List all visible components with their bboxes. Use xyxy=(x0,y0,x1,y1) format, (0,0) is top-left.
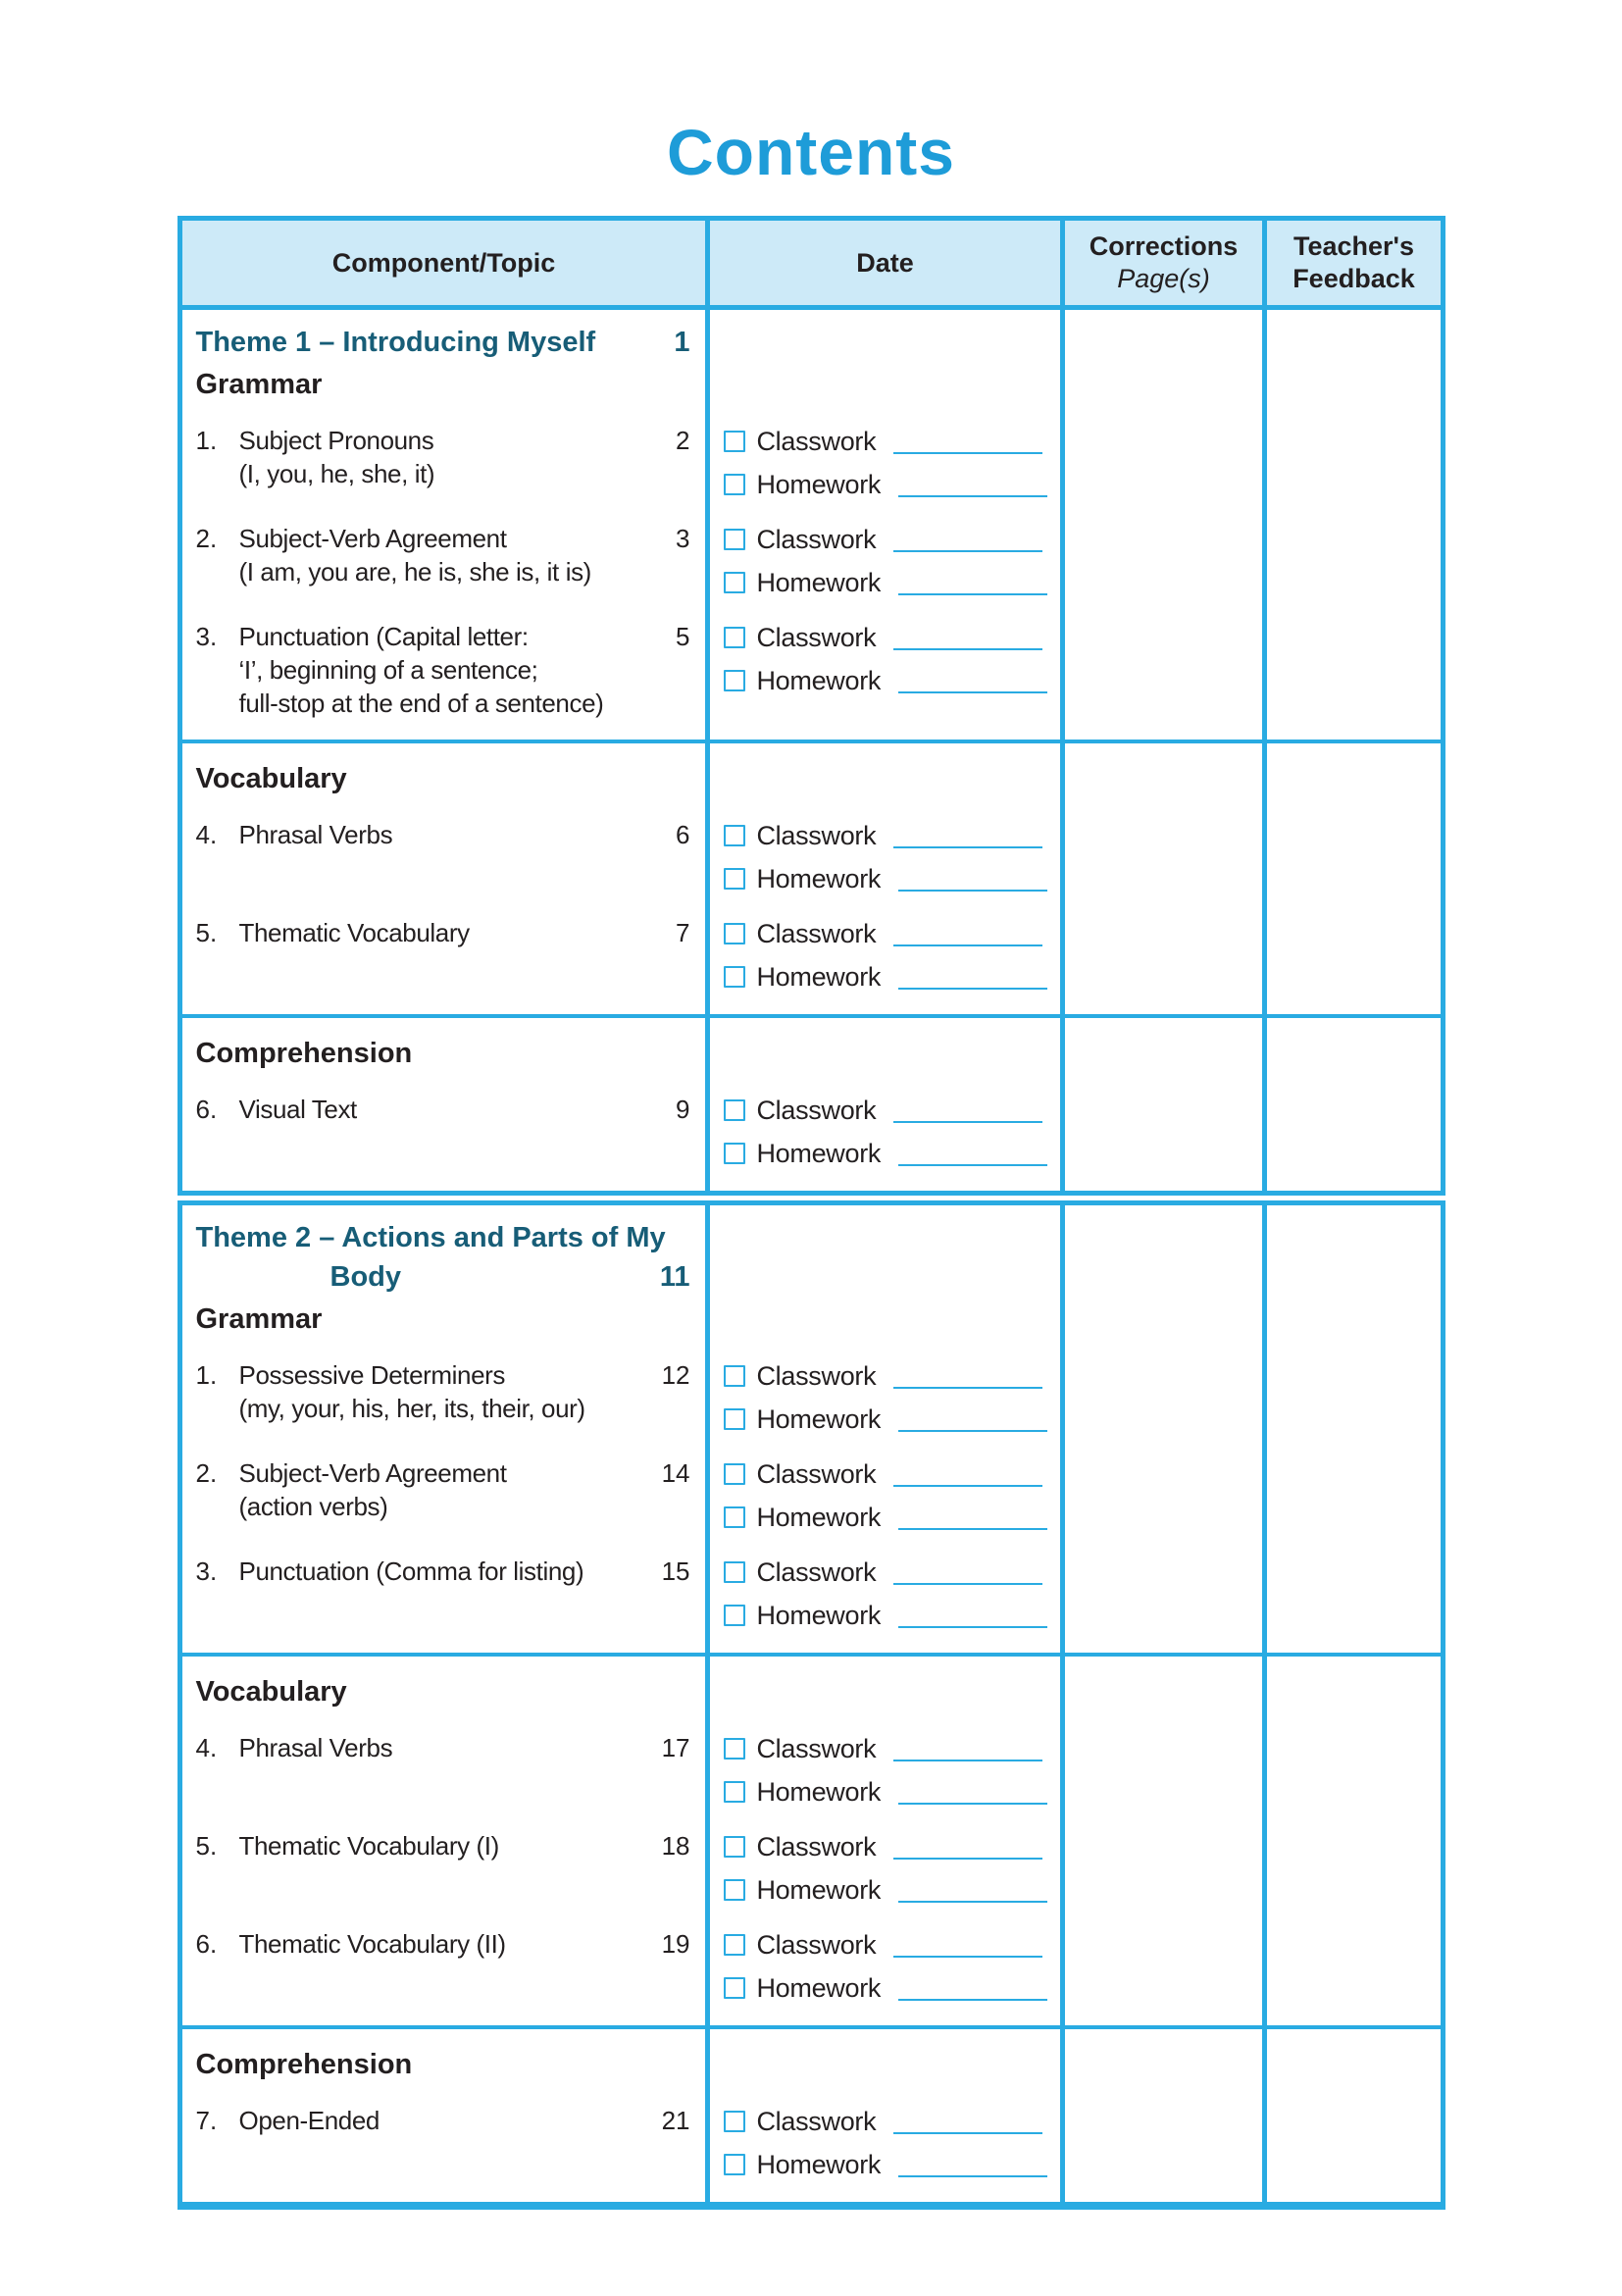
classwork-checkbox[interactable] xyxy=(724,825,745,846)
classwork-label: Classwork xyxy=(756,524,877,554)
homework-label: Homework xyxy=(756,469,882,499)
corrections-cell xyxy=(1060,1810,1263,1908)
item-row-topic xyxy=(182,896,706,1014)
item-title: Open-Ended xyxy=(238,2106,380,2135)
feedback-cell xyxy=(1262,1908,1440,2025)
theme-2-heading xyxy=(196,1218,690,1297)
classwork-label: Classwork xyxy=(756,2106,877,2136)
date-blank-line[interactable] xyxy=(893,944,1042,946)
date-blank-line[interactable] xyxy=(893,550,1042,552)
homework-label: Homework xyxy=(756,1600,882,1630)
classwork-label: Classwork xyxy=(756,1556,877,1587)
item-page-number: 9 xyxy=(676,1095,690,1124)
item-row-date xyxy=(705,404,1059,502)
item-row-topic xyxy=(182,1535,706,1653)
category-label-grammar: Grammar xyxy=(195,369,323,400)
theme-title-line1: Theme 2 – Actions and Parts of My xyxy=(195,1222,666,1253)
classwork-checkbox[interactable] xyxy=(724,1836,745,1858)
classwork-checkbox[interactable] xyxy=(724,1099,745,1121)
classwork-checkbox[interactable] xyxy=(724,923,745,944)
corrections-cell xyxy=(1060,1437,1263,1535)
corrections-cell xyxy=(1060,1711,1263,1810)
theme-page-number: 11 xyxy=(659,1261,690,1293)
item-number: 5. xyxy=(195,918,218,947)
date-blank-line[interactable] xyxy=(898,1999,1047,2001)
theme1-comprehension-section xyxy=(182,1014,1441,1191)
item-title: Phrasal Verbs xyxy=(238,1733,393,1762)
item-row-date xyxy=(705,896,1059,1014)
item-title: Subject Pronouns (I, you, he, she, it) xyxy=(238,426,435,488)
category-label-grammar: Grammar xyxy=(195,1303,323,1335)
section-head-cell xyxy=(182,1657,706,1711)
theme1-vocabulary-section xyxy=(182,740,1441,1014)
homework-entry xyxy=(724,1500,1051,1535)
item-title: Visual Text xyxy=(238,1095,357,1124)
item-page-number: 5 xyxy=(676,622,690,651)
classwork-entry xyxy=(724,818,1051,853)
homework-label: Homework xyxy=(756,1776,882,1807)
item-number: 2. xyxy=(195,524,218,553)
homework-checkbox[interactable] xyxy=(724,1879,745,1901)
homework-checkbox[interactable] xyxy=(724,966,745,988)
date-cell xyxy=(705,1018,1059,1073)
classwork-entry xyxy=(724,1927,1051,1963)
item-row-date xyxy=(705,1810,1059,1908)
feedback-cell xyxy=(1262,743,1440,798)
item-title: Subject-Verb Agreement (action verbs) xyxy=(238,1458,507,1521)
theme2-vocabulary-section xyxy=(182,1653,1441,2025)
corrections-cell xyxy=(1060,404,1263,502)
homework-checkbox[interactable] xyxy=(724,670,745,691)
classwork-label: Classwork xyxy=(756,1831,877,1862)
homework-label: Homework xyxy=(756,1874,882,1905)
homework-checkbox[interactable] xyxy=(724,1977,745,1999)
date-blank-line[interactable] xyxy=(898,1528,1047,1530)
header-corrections-pages: Corrections Page(s) xyxy=(1060,221,1263,305)
classwork-entry xyxy=(724,620,1051,655)
item-page-number: 15 xyxy=(661,1556,690,1586)
corrections-cell xyxy=(1060,2029,1263,2084)
date-blank-line[interactable] xyxy=(893,1858,1042,1860)
contents-table xyxy=(177,216,1445,2210)
homework-entry xyxy=(724,467,1051,502)
classwork-label: Classwork xyxy=(756,1929,877,1960)
theme-1-heading xyxy=(196,323,690,362)
classwork-label: Classwork xyxy=(756,1095,877,1125)
feedback-cell xyxy=(1262,2029,1440,2084)
corrections-cell xyxy=(1060,1535,1263,1653)
corrections-cell xyxy=(1060,1018,1263,1073)
homework-entry xyxy=(724,861,1051,896)
homework-label: Homework xyxy=(756,1138,882,1168)
date-blank-line[interactable] xyxy=(898,1164,1047,1166)
item-row-topic xyxy=(182,1908,706,2025)
item-title: Possessive Determiners (my, your, his, her, its, their, our) xyxy=(238,1360,585,1423)
item-page-number: 7 xyxy=(676,918,690,947)
classwork-entry xyxy=(724,916,1051,951)
date-blank-line[interactable] xyxy=(898,890,1047,892)
header-component-topic: Component/Topic xyxy=(331,247,556,278)
feedback-cell xyxy=(1262,1657,1440,1711)
classwork-entry xyxy=(724,2104,1051,2139)
date-blank-line[interactable] xyxy=(898,1901,1047,1903)
homework-label: Homework xyxy=(756,2149,882,2179)
theme-page-number: 1 xyxy=(674,327,690,358)
category-label-comprehension: Comprehension xyxy=(195,2049,413,2080)
corrections-cell xyxy=(1060,600,1263,740)
homework-entry xyxy=(724,1136,1051,1171)
classwork-checkbox[interactable] xyxy=(724,529,745,550)
date-blank-line[interactable] xyxy=(893,1956,1042,1958)
date-blank-line[interactable] xyxy=(898,495,1047,497)
homework-checkbox[interactable] xyxy=(724,474,745,495)
homework-entry xyxy=(724,1872,1051,1908)
classwork-label: Classwork xyxy=(756,1733,877,1763)
date-cell xyxy=(705,310,1059,404)
classwork-checkbox[interactable] xyxy=(724,2111,745,2132)
item-page-number: 2 xyxy=(676,426,690,455)
item-row-date xyxy=(705,1073,1059,1191)
section-head-cell xyxy=(182,1205,706,1339)
homework-entry xyxy=(724,1402,1051,1437)
date-blank-line[interactable] xyxy=(898,1430,1047,1432)
item-title: Thematic Vocabulary xyxy=(238,918,470,947)
item-page-number: 21 xyxy=(661,2106,690,2135)
homework-label: Homework xyxy=(756,665,882,695)
homework-entry xyxy=(724,663,1051,698)
homework-entry xyxy=(724,2147,1051,2182)
homework-label: Homework xyxy=(756,1403,882,1434)
item-row-topic xyxy=(182,1073,706,1191)
item-number: 6. xyxy=(195,1095,218,1124)
section-head-cell xyxy=(182,1018,706,1073)
feedback-cell xyxy=(1262,1437,1440,1535)
theme-1-block xyxy=(177,305,1445,1196)
homework-entry xyxy=(724,1598,1051,1633)
item-title: Phrasal Verbs xyxy=(238,820,393,849)
classwork-checkbox[interactable] xyxy=(724,1365,745,1387)
item-title: Subject-Verb Agreement (I am, you are, he is, she is, it is) xyxy=(238,524,591,587)
category-label-vocabulary: Vocabulary xyxy=(195,763,347,794)
classwork-label: Classwork xyxy=(756,918,877,948)
corrections-cell xyxy=(1060,743,1263,798)
item-page-number: 6 xyxy=(676,820,690,849)
item-number: 7. xyxy=(195,2106,218,2135)
item-row-date xyxy=(705,1437,1059,1535)
item-row-topic xyxy=(182,1437,706,1535)
item-row-date xyxy=(705,2084,1059,2202)
theme2-comprehension-section xyxy=(182,2025,1441,2202)
item-row-topic xyxy=(182,798,706,896)
classwork-checkbox[interactable] xyxy=(724,431,745,452)
feedback-cell xyxy=(1262,600,1440,740)
theme1-grammar-section xyxy=(182,310,1441,740)
classwork-entry xyxy=(724,1358,1051,1394)
page-title: Contents xyxy=(667,116,955,188)
corrections-cell xyxy=(1060,1339,1263,1437)
date-blank-line[interactable] xyxy=(898,1626,1047,1628)
item-number: 1. xyxy=(195,426,218,455)
feedback-cell xyxy=(1262,1711,1440,1810)
header-teachers-feedback: Teacher's Feedback xyxy=(1262,221,1440,305)
classwork-checkbox[interactable] xyxy=(724,1561,745,1583)
homework-label: Homework xyxy=(756,863,882,893)
date-blank-line[interactable] xyxy=(893,1760,1042,1761)
item-number: 5. xyxy=(195,1831,218,1861)
classwork-checkbox[interactable] xyxy=(724,1738,745,1760)
theme-2-block xyxy=(177,1200,1445,2210)
classwork-label: Classwork xyxy=(756,820,877,850)
feedback-cell xyxy=(1262,2084,1440,2202)
date-blank-line[interactable] xyxy=(893,2132,1042,2134)
item-row-topic xyxy=(182,502,706,600)
item-title: Thematic Vocabulary (I) xyxy=(238,1831,499,1861)
item-number: 1. xyxy=(195,1360,218,1390)
date-cell xyxy=(705,1657,1059,1711)
feedback-cell xyxy=(1262,798,1440,896)
item-row-topic xyxy=(182,1810,706,1908)
date-blank-line[interactable] xyxy=(893,1485,1042,1487)
theme-title: Theme 1 – Introducing Myself xyxy=(195,327,596,358)
date-blank-line[interactable] xyxy=(898,691,1047,693)
header-date: Date xyxy=(705,221,1059,305)
item-number: 2. xyxy=(195,1458,218,1488)
homework-checkbox[interactable] xyxy=(724,1506,745,1528)
classwork-entry xyxy=(724,1829,1051,1864)
date-blank-line[interactable] xyxy=(893,1121,1042,1123)
feedback-cell xyxy=(1262,1073,1440,1191)
category-label-vocabulary: Vocabulary xyxy=(195,1676,347,1708)
item-row-date xyxy=(705,1711,1059,1810)
date-cell xyxy=(705,743,1059,798)
item-title: Punctuation (Comma for listing) xyxy=(238,1556,584,1586)
homework-checkbox[interactable] xyxy=(724,1143,745,1164)
date-blank-line[interactable] xyxy=(893,1387,1042,1389)
homework-checkbox[interactable] xyxy=(724,2154,745,2175)
corrections-cell xyxy=(1060,1073,1263,1191)
homework-checkbox[interactable] xyxy=(724,1605,745,1626)
date-blank-line[interactable] xyxy=(898,988,1047,990)
feedback-cell xyxy=(1262,1018,1440,1073)
classwork-entry xyxy=(724,424,1051,459)
classwork-entry xyxy=(724,1555,1051,1590)
section-head-cell xyxy=(182,2029,706,2084)
feedback-cell xyxy=(1262,310,1440,404)
homework-checkbox[interactable] xyxy=(724,1408,745,1430)
item-title: Thematic Vocabulary (II) xyxy=(238,1929,506,1959)
date-blank-line[interactable] xyxy=(893,1583,1042,1585)
corrections-cell xyxy=(1060,2084,1263,2202)
item-row-date xyxy=(705,1535,1059,1653)
feedback-cell xyxy=(1262,1810,1440,1908)
item-row-topic xyxy=(182,1711,706,1810)
classwork-entry xyxy=(724,1456,1051,1492)
feedback-cell xyxy=(1262,896,1440,1014)
theme-title-line2: Body xyxy=(329,1261,401,1293)
classwork-entry xyxy=(724,1731,1051,1766)
item-row-topic xyxy=(182,1339,706,1437)
feedback-cell xyxy=(1262,1205,1440,1339)
classwork-checkbox[interactable] xyxy=(724,627,745,648)
item-row-topic xyxy=(182,600,706,740)
date-blank-line[interactable] xyxy=(893,846,1042,848)
corrections-cell xyxy=(1060,1908,1263,2025)
item-number: 3. xyxy=(195,1556,218,1586)
homework-entry xyxy=(724,959,1051,995)
item-row-date xyxy=(705,502,1059,600)
feedback-cell xyxy=(1262,1535,1440,1653)
date-blank-line[interactable] xyxy=(893,452,1042,454)
theme2-grammar-section xyxy=(182,1205,1441,1653)
item-page-number: 18 xyxy=(661,1831,690,1861)
date-blank-line[interactable] xyxy=(898,2175,1047,2177)
classwork-label: Classwork xyxy=(756,1360,877,1391)
corrections-cell xyxy=(1060,798,1263,896)
classwork-checkbox[interactable] xyxy=(724,1463,745,1485)
item-number: 6. xyxy=(195,1929,218,1959)
item-title: Punctuation (Capital letter: ‘I’, beginning of a sentence; full-stop at the end of a sentence) xyxy=(238,622,604,718)
homework-checkbox[interactable] xyxy=(724,868,745,890)
date-blank-line[interactable] xyxy=(893,648,1042,650)
homework-label: Homework xyxy=(756,961,882,992)
item-page-number: 17 xyxy=(661,1733,690,1762)
corrections-cell xyxy=(1060,310,1263,404)
date-cell xyxy=(705,2029,1059,2084)
section-head-cell xyxy=(182,310,706,404)
item-page-number: 3 xyxy=(676,524,690,553)
item-row-topic xyxy=(182,2084,706,2202)
homework-checkbox[interactable] xyxy=(724,572,745,593)
item-row-date xyxy=(705,600,1059,740)
homework-label: Homework xyxy=(756,567,882,597)
feedback-cell xyxy=(1262,502,1440,600)
section-head-cell xyxy=(182,743,706,798)
date-cell xyxy=(705,1205,1059,1339)
corrections-cell xyxy=(1060,896,1263,1014)
item-row-date xyxy=(705,1339,1059,1437)
date-blank-line[interactable] xyxy=(898,593,1047,595)
homework-entry xyxy=(724,1774,1051,1810)
item-row-date xyxy=(705,798,1059,896)
item-row-topic xyxy=(182,404,706,502)
item-page-number: 19 xyxy=(661,1929,690,1959)
item-row-date xyxy=(705,1908,1059,2025)
homework-checkbox[interactable] xyxy=(724,1781,745,1803)
classwork-entry xyxy=(724,1093,1051,1128)
item-number: 3. xyxy=(195,622,218,651)
item-number: 4. xyxy=(195,820,218,849)
classwork-label: Classwork xyxy=(756,426,877,456)
feedback-cell xyxy=(1262,404,1440,502)
date-blank-line[interactable] xyxy=(898,1803,1047,1805)
corrections-cell xyxy=(1060,1205,1263,1339)
corrections-cell xyxy=(1060,502,1263,600)
feedback-cell xyxy=(1262,1339,1440,1437)
item-page-number: 12 xyxy=(661,1360,690,1390)
corrections-cell xyxy=(1060,1657,1263,1711)
homework-label: Homework xyxy=(756,1972,882,2003)
classwork-label: Classwork xyxy=(756,1458,877,1489)
classwork-label: Classwork xyxy=(756,622,877,652)
homework-label: Homework xyxy=(756,1502,882,1532)
table-header-row xyxy=(177,216,1445,305)
classwork-checkbox[interactable] xyxy=(724,1934,745,1956)
classwork-entry xyxy=(724,522,1051,557)
category-label-comprehension: Comprehension xyxy=(195,1038,413,1069)
homework-entry xyxy=(724,565,1051,600)
item-page-number: 14 xyxy=(661,1458,690,1488)
homework-entry xyxy=(724,1970,1051,2006)
item-number: 4. xyxy=(195,1733,218,1762)
